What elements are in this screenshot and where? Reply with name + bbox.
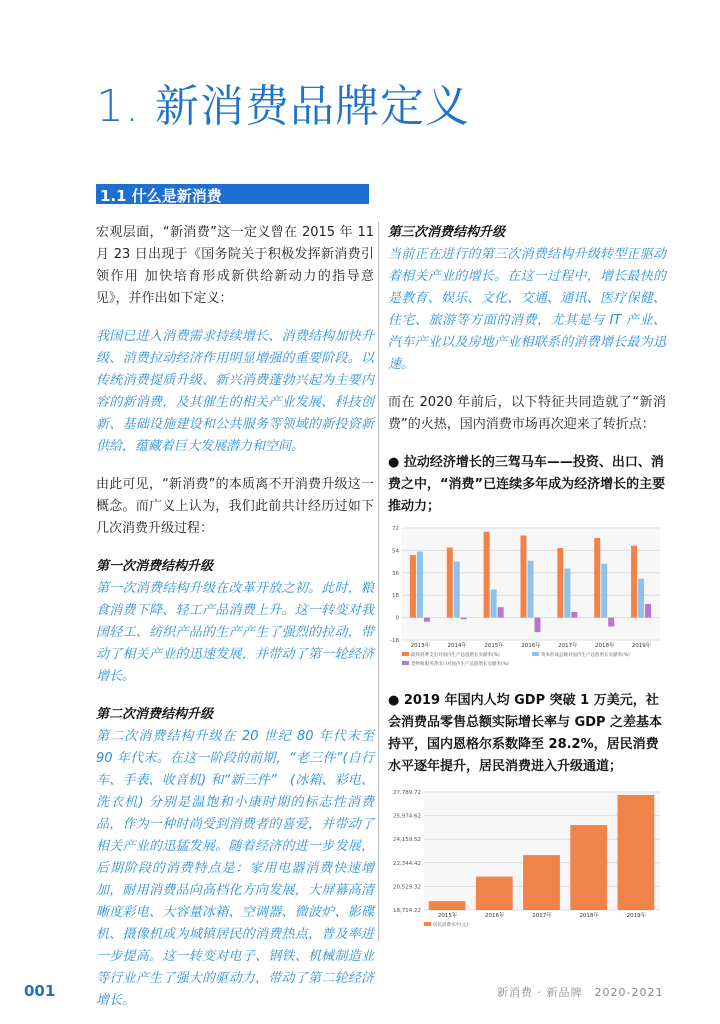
bar [424, 618, 430, 622]
bar [417, 552, 423, 618]
right-column [388, 222, 666, 936]
bar [491, 589, 497, 617]
bar [410, 555, 416, 617]
definition-quote: 我国已进入消费需求持续增长、消费结构加快升级、消费拉动经济作用明显增强的重要阶段。以传统消费提质升级、新兴消费蓬勃兴起为主要内容的新消费，及其催生的相关产业发展、科技创新、基础设施建设和公共服务等领域的新投资新供给，蕴藏着巨大发展潜力和空间。 [96, 329, 374, 454]
bar [564, 568, 570, 617]
consumption-level-chart-svg [388, 786, 666, 936]
x-tick-label: 2018年 [579, 913, 599, 919]
x-tick-label: 2014年 [447, 643, 468, 649]
y-tick-label: 36 [392, 570, 399, 577]
bar [484, 532, 490, 618]
legend-swatch [402, 652, 409, 656]
x-tick-label: 2013年 [410, 643, 431, 649]
bar [523, 855, 560, 910]
x-tick-label: 2016年 [485, 913, 505, 919]
page-number: 001 [24, 982, 56, 1000]
y-tick-label: 20,529.32 [393, 884, 421, 891]
x-tick-label: 2019年 [626, 913, 647, 919]
third-upgrade-title: 第三次消费结构升级 [388, 225, 506, 240]
legend-label: 资本形成总额对国内生产总值增长贡献率(%) [541, 653, 630, 658]
legend-swatch [402, 661, 409, 665]
legend-label: 货物和服务净出口对国内生产总值增长贡献率(%) [411, 662, 509, 667]
turning-point-paragraph: 而在 2020 年前后，以下特征共同造就了“新消费”的火热，国内消费市场再次迎来了转折点： [388, 395, 666, 432]
bullet-gdp: ● 2019 年国内人均 GDP 突破 1 万美元，社会消费品零售总额实际增长率与 GDP 之差基本持平，国内恩格尔系数降至 28.2%，居民消费水平逐年提升，居民消费进入升级通道； [388, 693, 663, 774]
y-tick-label: 54 [392, 548, 399, 555]
x-tick-label: 2018年 [594, 643, 615, 649]
y-tick-label: 22,344.42 [393, 860, 421, 867]
footer-brand: 新消费 · 新品牌 2020-2021 [497, 986, 664, 999]
bar [454, 562, 460, 618]
bar [601, 564, 607, 618]
summary-paragraph: 由此可见，“新消费”的本质离不开消费升级这一概念。而广义上认为，我们此前共计经历过如下几次消费升级过程： [96, 477, 374, 536]
y-tick-label: -18 [390, 638, 399, 644]
intro-paragraph: 宏观层面，“新消费”这一定义曾在 2015 年 11 月 23 日出现于《国务院关于积极发挥新消费引领作用 加快培育形成新供给新动力的指导意见》，并作出如下定义： [96, 225, 374, 306]
first-upgrade-text: 第一次消费结构升级在改革开放之初。此时，粮食消费下降、轻工产品消费上升。这一转变对我国轻工、纺织产品的生产产生了强烈的拉动，带动了相关产业的迅速发展，并带动了第一轮经济增长。 [96, 581, 374, 684]
x-tick-label: 2017年 [532, 913, 552, 919]
bar [535, 618, 541, 633]
section-heading [96, 184, 369, 204]
bar [571, 612, 577, 618]
bar [429, 901, 466, 910]
bullet-consumption-text: 拉动经济增长的三驾马车——投资、出口、消费之中，“消费”已连续多年成为经济增长的主要推动力； [388, 455, 666, 514]
y-tick-label: 0 [395, 615, 399, 622]
bar [645, 604, 651, 618]
x-tick-label: 2019年 [631, 643, 652, 649]
bullet-gdp-text: 2019 年国内人均 GDP 突破 1 万美元，社会消费品零售总额实际增长率与 GDP 之差基本持平，国内恩格尔系数降至 28.2%，居民消费水平逐年提升，居民消费进入升级通道； [388, 693, 663, 774]
bar [594, 538, 600, 618]
x-tick-label: 2015年 [437, 913, 458, 919]
legend-label: 最终消费支出对国内生产总值增长贡献率(%) [411, 653, 500, 658]
bar [631, 546, 637, 618]
y-tick-label: 27,789.72 [393, 790, 421, 796]
legend-swatch [424, 922, 431, 926]
consumption-level-chart [388, 786, 666, 936]
bar [618, 795, 655, 910]
bar [638, 579, 644, 618]
second-upgrade-title: 第二次消费结构升级 [96, 707, 214, 722]
y-tick-label: 25,974.62 [393, 813, 421, 820]
legend-label: 居民消费水平(元) [433, 923, 469, 928]
column-divider [378, 222, 379, 942]
section-title: 1.1 什么是新消费 [100, 187, 222, 205]
x-tick-label: 2016年 [521, 643, 541, 649]
bar [461, 618, 467, 620]
bar [608, 618, 614, 627]
y-tick-label: 18 [392, 593, 399, 600]
bar [528, 561, 534, 618]
x-tick-label: 2017年 [558, 643, 578, 649]
x-tick-label: 2015年 [484, 643, 504, 649]
bar [521, 535, 527, 617]
bar [476, 877, 513, 910]
bar [447, 548, 453, 618]
first-upgrade-title: 第一次消费结构升级 [96, 559, 214, 574]
left-column [96, 222, 374, 1012]
bar [498, 607, 504, 617]
bar [557, 548, 563, 618]
contribution-chart [388, 522, 666, 682]
y-tick-label: 24,159.52 [393, 837, 421, 844]
second-upgrade-text: 第二次消费结构升级在 20 世纪 80 年代末至 90 年代末。在这一阶段的前期，“老三件”(自行车、手表、收音机) 和“新三件” (冰箱、彩电、洗衣机) 分别是温饱和小康时期的标志性消费品，作为一种时尚受到消费者的喜爱，并带动了相关产业的迅猛发展。随着经济的进一步发展，后期阶段的消费特点是：家用电器消费快速增加，耐用消费品向高档化方向发展，大屏幕高清晰度彩电、大容量冰箱、空调器、微波炉、影碟机、摄像机成为城镇居民的消费热点，普及率进一步提高。这一转变对电子、钢铁、机械制造业等行业产生了强大的驱动力，带动了第二轮经济增长。 [96, 729, 374, 1008]
bar [570, 825, 607, 910]
y-tick-label: 72 [392, 526, 399, 532]
y-tick-label: 18,714.22 [393, 908, 421, 914]
legend-swatch [532, 652, 539, 656]
page-title: 1. 新消费品牌定义 [96, 81, 470, 132]
bullet-consumption: ● 拉动经济增长的三驾马车——投资、出口、消费之中，“消费”已连续多年成为经济增长的主要推动力； [388, 455, 666, 514]
third-upgrade-text: 当前正在进行的第三次消费结构升级转型正驱动着相关产业的增长。在这一过程中，增长最快的是教育、娱乐、文化、交通、通讯、医疗保健、住宅、旅游等方面的消费，尤其是与 IT 产业、汽车产业以及房地产业相联系的消费增长最为迅速。 [388, 247, 666, 372]
contribution-chart-svg [388, 522, 666, 682]
